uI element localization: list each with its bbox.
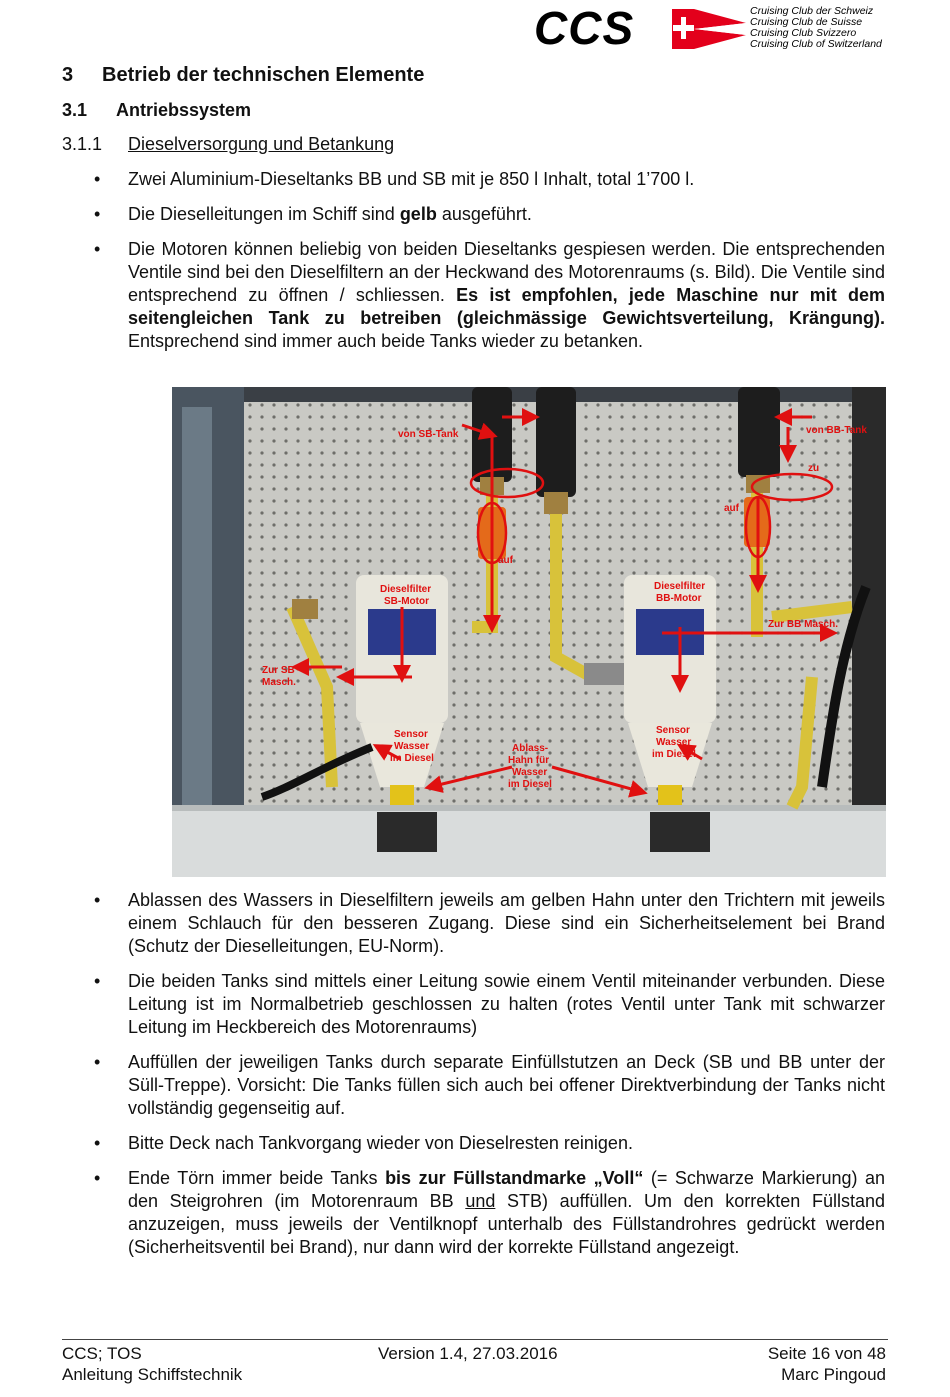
ccs-logo xyxy=(534,2,894,54)
label-filter-sb: Dieselfilter xyxy=(380,584,432,595)
label-sensor-left-2: Wasser xyxy=(394,741,430,752)
bold-text: gelb xyxy=(399,204,437,224)
label-von-sb-tank: von SB-Tank xyxy=(398,429,459,440)
logo-line: Cruising Club de Suisse xyxy=(750,16,863,28)
text: Die Dieselleitungen im Schiff sind xyxy=(128,204,400,224)
swiss-pennant-icon xyxy=(672,9,746,49)
label-ablass-4: im Diesel xyxy=(508,779,552,790)
label-auf-left: auf xyxy=(498,555,513,566)
label-zu: zu xyxy=(808,463,820,474)
footer-divider xyxy=(62,1339,888,1340)
text: Entsprechend sind immer auch beide Tanks wieder zu betanken. xyxy=(128,331,643,351)
heading-1 xyxy=(62,64,424,87)
logo-club-names xyxy=(750,6,882,50)
label-sensor-left-3: im Diesel xyxy=(390,753,434,764)
logo-line: Cruising Club Svizzero xyxy=(750,27,857,39)
label-zur-sb: Zur SB xyxy=(262,665,295,676)
label-sensor-right-3: im Diesel xyxy=(652,749,696,760)
bullet-list-2 xyxy=(128,889,885,1271)
footer-doc-title: Anleitung Schiffstechnik xyxy=(62,1365,243,1384)
label-ablass: Ablass- xyxy=(512,743,549,754)
label-filter-bb-motor: BB-Motor xyxy=(656,593,702,604)
logo-line: Cruising Club der Schweiz xyxy=(750,5,874,17)
bold-text: Es ist empfohlen, jede Maschine nur mit dem seitengleichen Tank zu betreiben (gleichmässige Gewichtsverteilung, Krängung). xyxy=(128,285,886,328)
text: STB) auffüllen. Um den korrekten Füllstand anzuzeigen, muss jeweils der Ventilknopf unterhalb des Füllstandrohres gedrückt werden (Sicherheitsventil bei Brand), nur dann wird der korrekte Füllstand angezeigt. xyxy=(128,1191,885,1257)
heading-2-number: 3.1 xyxy=(62,100,88,120)
bullet-item: • Auffüllen der jeweiligen Tanks durch separate Einfüllstutzen an Deck (SB und BB unter der Süll-Treppe). Vorsicht: Die Tanks füllen sich auch bei offener Direktverbindung der Tanks nicht vollständig gegenseitig auf. xyxy=(128,1051,885,1120)
bullet-item: • Ablassen des Wassers in Dieselfiltern jeweils am gelben Hahn unter den Trichtern mit jeweils einem Schlauch für den besseren Zugang. Diese sind ein Sicherheitselement bei Brand (Schutz der Dieselleitungen, EU-Norm). xyxy=(128,889,885,958)
heading-3-number: 3.1.1 xyxy=(62,134,103,154)
bullet-item xyxy=(128,238,885,353)
footer-version: Version 1.4, 27.03.2016 xyxy=(378,1344,558,1363)
bold-text: bis zur Füllstandmarke „Voll“ xyxy=(385,1168,644,1188)
underlined-text: und xyxy=(465,1191,496,1211)
footer-left xyxy=(62,1343,242,1385)
footer-page-number: Seite 16 von 48 xyxy=(767,1344,886,1363)
label-von-bb-tank: von BB-Tank xyxy=(806,425,867,436)
heading-1-number: 3 xyxy=(62,64,74,86)
logo-text: CCS xyxy=(534,2,635,54)
label-sensor-left: Sensor xyxy=(394,729,428,740)
label-ablass-3: Wasser xyxy=(512,767,548,778)
bullet-item xyxy=(128,203,885,226)
diesel-filter-photo xyxy=(172,387,886,877)
bullet-item: • Die beiden Tanks sind mittels einer Leitung sowie einem Ventil miteinander verbunden. Diese Leitung ist im Normalbetrieb geschlossen zu halten (rotes Ventil unter Tank mit schwarzer Leitung im Heckbereich des Motorenraums) xyxy=(128,970,885,1039)
heading-2 xyxy=(62,100,251,121)
text: Die Motoren können beliebig von beiden Dieseltanks gespiesen werden. Die entsprechenden Ventile sind bei den Dieselfiltern an der Heckwand des Motorenraums (s. Bild). Die Ventile sind entsprechend zu öffnen / schliessen. xyxy=(128,239,885,305)
text: (= Schwarze Markierung) an den Steigrohren (im Motorenraum BB xyxy=(128,1168,886,1211)
text: ausgeführt. xyxy=(436,204,532,224)
label-filter-sb-motor: SB-Motor xyxy=(384,596,429,607)
logo-line: Cruising Club of Switzerland xyxy=(750,38,882,50)
label-auf-right: auf xyxy=(724,503,739,514)
bullet-item xyxy=(128,1167,885,1259)
footer-org: CCS; TOS xyxy=(62,1344,142,1363)
label-ablass-2: Hahn für xyxy=(508,755,550,766)
bullet-list-1 xyxy=(128,168,885,365)
label-sensor-right-2: Wasser xyxy=(656,737,692,748)
label-sensor-right: Sensor xyxy=(656,725,690,736)
heading-2-title: Antriebssystem xyxy=(116,100,252,120)
heading-3-title: Dieselversorgung und Betankung xyxy=(128,134,395,154)
heading-3 xyxy=(62,134,394,155)
heading-1-title: Betrieb der technischen Elemente xyxy=(102,64,425,86)
label-zur-sb-masch: Masch. xyxy=(262,677,296,688)
footer-right xyxy=(768,1343,886,1385)
bullet-item: • Zwei Aluminium-Dieseltanks BB und SB mit je 850 l Inhalt, total 1’700 l. xyxy=(128,168,885,191)
bullet-item: • Bitte Deck nach Tankvorgang wieder von Dieselresten reinigen. xyxy=(128,1132,885,1155)
label-zur-bb-masch: Zur BB Masch. xyxy=(768,619,839,630)
text: Ende Törn immer beide Tanks xyxy=(128,1168,386,1188)
footer-author: Marc Pingoud xyxy=(781,1365,886,1384)
label-filter-bb: Dieselfilter xyxy=(654,581,706,592)
